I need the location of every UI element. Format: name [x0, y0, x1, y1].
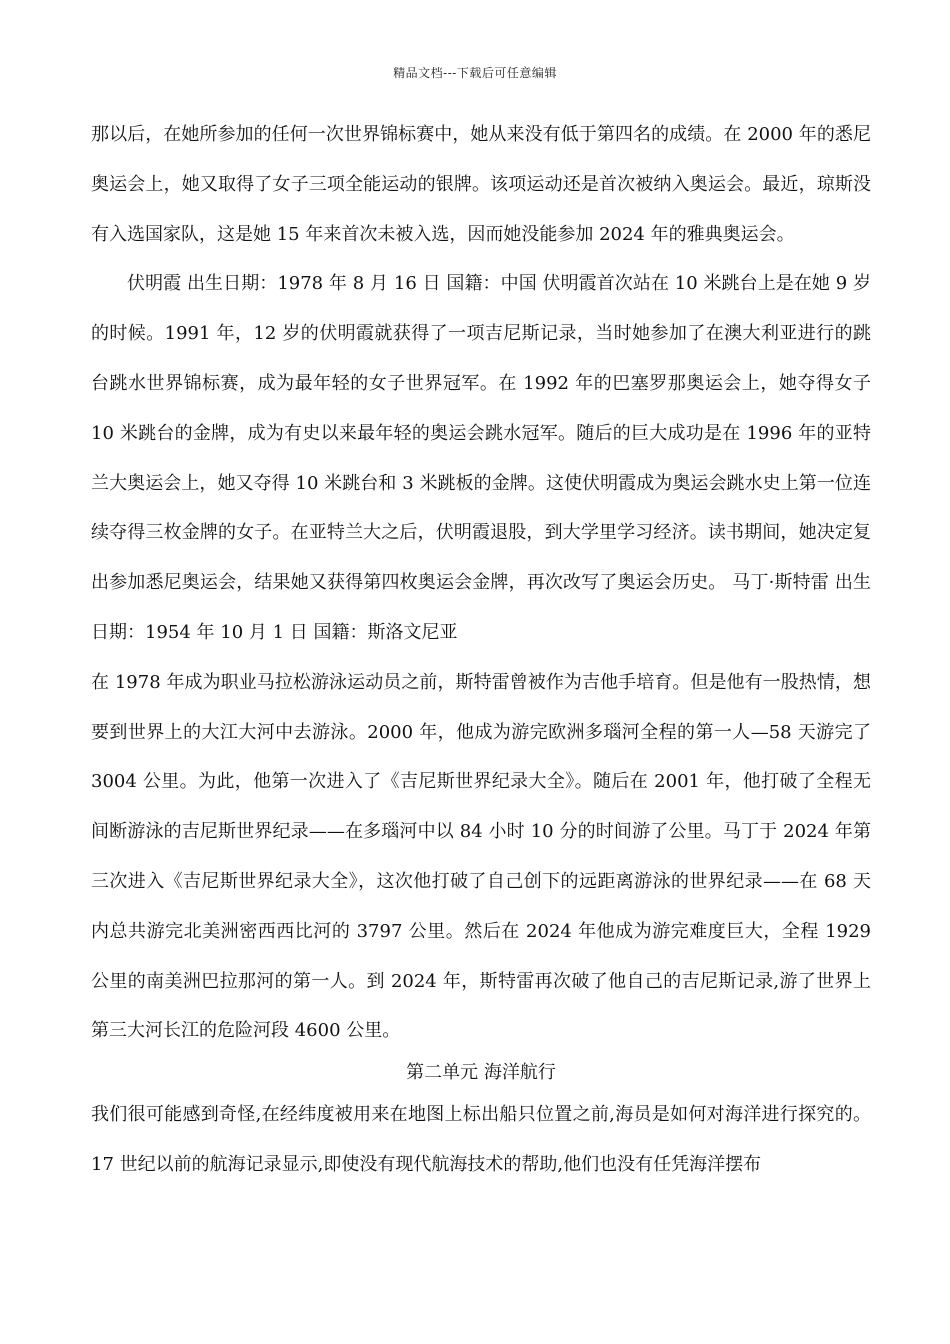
- page-header: 精品文档---下载后可任意编辑: [393, 66, 557, 80]
- paragraph-martin-strel: 在 1978 年成为职业马拉松游泳运动员之前，斯特雷曾被作为吉他手培育。但是他有一股热情，想要到世界上的大江大河中去游泳。2000 年，他成为游完欧洲多瑙河全程的第一人—58 天游完了 3004 公里。为此，他第一次进入了《吉尼斯世界纪录大全》。随后在 2001 年，他打破了全程无间断游泳的吉尼斯世界纪录——在多瑙河中以 84 小时 10 分的时间游了公里。马丁于 2024 年第三次进入《吉尼斯世界纪录大全》，这次他打破了自己创下的远距离游泳的世界纪录——在 68 天内总共游完北美洲密西西比河的 3797 公里。然后在 2024 年他成为游完难度巨大，全程 1929 公里的南美洲巴拉那河的第一人。到 2024 年，斯特雷再次破了他自己的吉尼斯记录,游了世界上第三大河长江的危险河段 4600 公里。: [91, 671, 871, 1042]
- section-title: 第二单元 海洋航行: [406, 1062, 556, 1084]
- paragraph-jones: 那以后，在她所参加的任何一次世界锦标赛中，她从来没有低于第四名的成绩。在 2000 年的悉尼奥运会上，她又取得了女子三项全能运动的银牌。该项运动还是首次被纳入奥运会。最近，琼斯没有入选国家队，这是她 15 年来首次未被入选，因而她没能参加 2024 年的雅典奥运会。: [91, 124, 871, 245]
- document-body: [91, 110, 871, 1190]
- paragraph-fu-mingxia: 伏明霞 出生日期：1978 年 8 月 16 日 国籍：中国 伏明霞首次站在 10 米跳台上是在她 9 岁的时候。1991 年，12 岁的伏明霞就获得了一项吉尼斯记录，当时她参加了在澳大利亚进行的跳台跳水世界锦标赛，成为最年轻的女子世界冠军。在 1992 年的巴塞罗那奥运会上，她夺得女子 10 米跳台的金牌，成为有史以来最年轻的奥运会跳水冠军。随后的巨大成功是在 1996 年的亚特兰大奥运会上，她又夺得 10 米跳台和 3 米跳板的金牌。这使伏明霞成为奥运会跳水史上第一位连续夺得三枚金牌的女子。在亚特兰大之后，伏明霞退股，到大学里学习经济。读书期间，她决定复出参加悉尼奥运会，结果她又获得第四枚奥运会金牌，再次改写了奥运会历史。 马丁·斯特雷 出生日期：1954 年 10 月 1 日 国籍：斯洛文尼亚: [91, 273, 871, 643]
- paragraph-ocean-navigation: 我们很可能感到奇怪,在经纬度被用来在地图上标出船只位置之前,海员是如何对海洋进行探究的。17 世纪以前的航海记录显示,即使没有现代航海技术的帮助,他们也没有任凭海洋摆布: [91, 1104, 871, 1175]
